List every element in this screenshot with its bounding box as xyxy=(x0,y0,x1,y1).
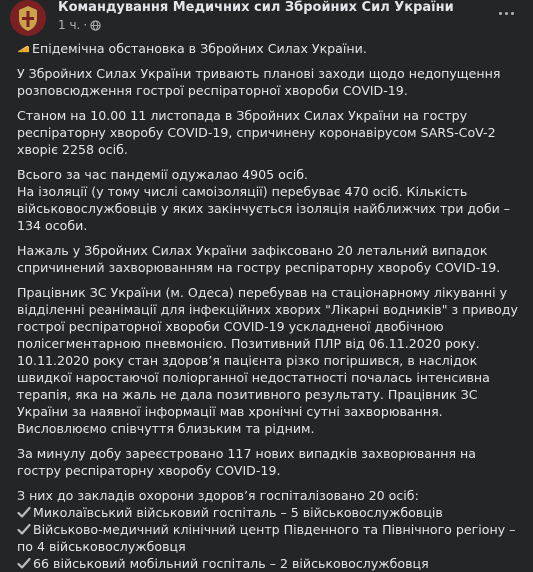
page-avatar[interactable] xyxy=(10,0,46,36)
paragraph-6: За минулу добу зареєстровано 117 нових випадків захворювання на гостру респіраторну хворобу COVID-19. xyxy=(17,446,476,478)
check-mark-icon xyxy=(17,523,31,536)
list-item-text: Військово-медичний клінічний центр Південного та Північного регіону – по 4 військовослужбовця xyxy=(17,522,516,554)
list-item-text: Миколаївський військовий госпіталь – 5 військовослужбовців xyxy=(33,505,443,520)
meta-separator: · xyxy=(83,18,88,32)
list-item-text: 66 військовий мобільний госпіталь – 2 військовослужбовця xyxy=(33,556,429,571)
post-header xyxy=(0,0,533,36)
globe-icon[interactable] xyxy=(90,20,101,31)
paragraph-1: У Збройних Силах України тривають планові заходи щодо недопущення розповсюдження гострої респіраторної хвороби COVID-19. xyxy=(17,66,501,98)
post-time[interactable]: 1 ч. xyxy=(58,18,81,32)
more-options-icon[interactable] xyxy=(493,3,519,23)
paragraph-7-intro: З них до закладів охорони здоров’я госпіталізовано 20 осіб: xyxy=(17,488,419,503)
paragraph-3-line-2: На ізоляції (у тому числі самоізоляції) перебуває 470 осіб. Кількість військовослужбовців у яких закінчується ізоляція найближчих три доби – 134 особи. xyxy=(17,184,511,233)
list-item xyxy=(17,504,522,521)
post-meta xyxy=(58,17,101,33)
check-mark-icon xyxy=(17,557,31,570)
paragraph-5-line-3: Висловлюємо співчуття близьким та рідним. xyxy=(17,421,315,436)
paragraph-4: Нажаль у Збройних Силах України зафіксовано 20 летальний випадок спричинений захворюванням на гостру респіраторну хворобу COVID-19. xyxy=(17,243,501,275)
post-text xyxy=(17,40,522,572)
post-intro-paragraph xyxy=(17,40,522,57)
paragraph-5-line-2: 10.11.2020 року стан здоров’я пацієнта різко погіршився, в наслідок швидкої наростаючої поліорганної недостатності почалась інтенсивна терапія, яка на жаль не дала позитивного результату. Працівник ЗС України за наявної інформації мав хронічні сутні захворювання. xyxy=(17,353,490,419)
list-item xyxy=(17,555,522,572)
paragraph-3-line-1: Всього за час пандемії одужалао 4905 осіб. xyxy=(17,167,309,182)
check-mark-icon xyxy=(17,506,31,519)
post-intro-text: Епідемічна обстановка в Збройних Силах України. xyxy=(32,41,367,56)
paragraph-5-line-1: Працівник ЗС України (м. Одеса) перебував на стаціонарному лікуванні у відділенні реанімації для інфекційних хворих "Лікарні водників" з приводу гострої респіраторної хвороби COVID-19 ускладненої двобічною полісегментарною пневмонією. Позитивний ПЛР від 06.11.2020 року. xyxy=(17,285,518,351)
page-name-link[interactable]: Командування Медичних сил Збройних Сил України xyxy=(58,0,454,15)
list-item xyxy=(17,521,522,555)
cheese-emoji-icon xyxy=(17,43,30,54)
paragraph-2: Станом на 10.00 11 листопада в Збройних Силах України на гостру респіраторну хворобу COVID-19, спричинену коронавірусом SARS-CoV-2 хворіє 2258 осіб. xyxy=(17,108,496,157)
